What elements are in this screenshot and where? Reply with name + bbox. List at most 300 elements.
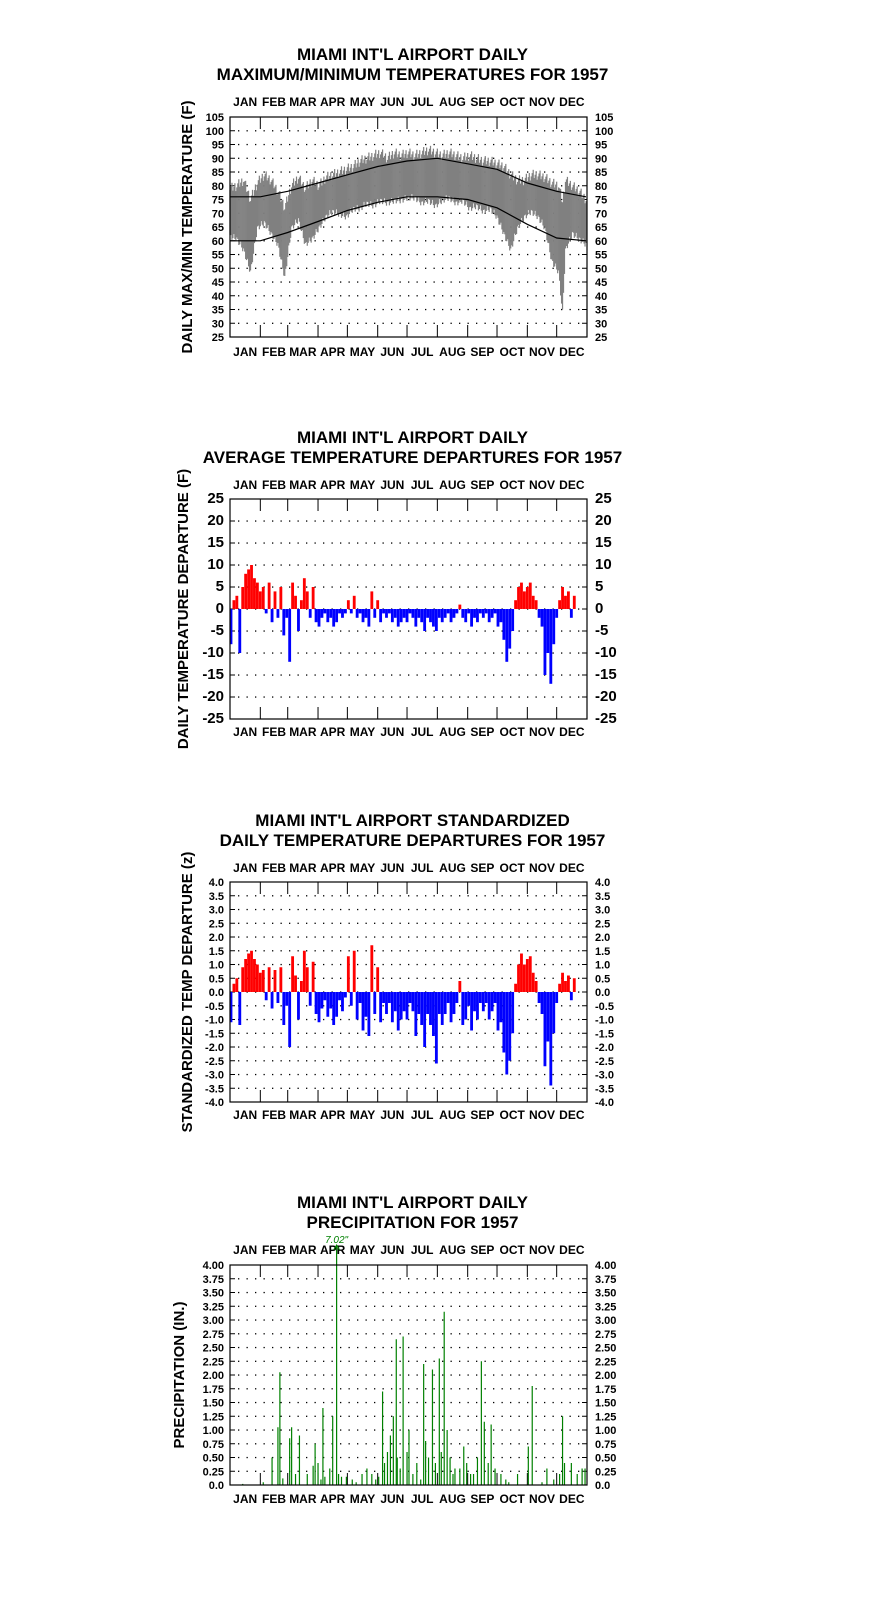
- y-tick-left: 20: [207, 512, 224, 529]
- month-label-top: DEC: [559, 478, 585, 492]
- month-label-top: MAR: [289, 95, 317, 109]
- y-tick-right: 2.75: [595, 1328, 617, 1341]
- departure-bar: [306, 967, 309, 992]
- month-label-bottom: APR: [320, 725, 346, 739]
- departure-bar: [291, 956, 294, 992]
- departure-bar: [406, 609, 409, 622]
- departure-bar: [409, 992, 412, 1003]
- departure-bar: [567, 976, 570, 993]
- departure-bar: [429, 992, 432, 1025]
- month-label-top: APR: [320, 95, 346, 109]
- y-tick-left: 0.75: [202, 1438, 224, 1451]
- y-tick-right: 60: [595, 235, 608, 248]
- y-tick-right: -5: [595, 622, 609, 639]
- departure-bar: [441, 992, 444, 1025]
- departure-bar: [326, 609, 329, 622]
- y-tick-left: 80: [211, 180, 224, 193]
- departure-bar: [470, 609, 473, 627]
- month-label-top: FEB: [262, 95, 287, 109]
- month-label-top: FEB: [262, 861, 287, 875]
- departure-bar: [455, 992, 458, 1003]
- departure-bar: [538, 609, 541, 618]
- month-label-bottom: APR: [320, 1492, 346, 1506]
- departure-bar: [356, 609, 359, 618]
- departure-bar: [417, 609, 420, 618]
- departure-bar: [232, 600, 235, 609]
- month-label-bottom: NOV: [529, 1108, 556, 1122]
- y-tick-left: 1.0: [208, 959, 224, 972]
- departure-bar: [359, 609, 362, 613]
- departure-bar: [268, 967, 271, 992]
- departure-bar: [500, 992, 503, 1022]
- departure-bar: [505, 609, 508, 662]
- departure-bar: [318, 992, 321, 1022]
- y-tick-right: 0.0: [595, 1480, 611, 1492]
- month-label-top: MAY: [349, 478, 376, 492]
- departure-bar: [564, 981, 567, 992]
- y-tick-right: -20: [595, 688, 617, 705]
- departure-bar: [253, 959, 256, 992]
- y-tick-left: 4.0: [208, 877, 224, 889]
- month-label-bottom: MAR: [289, 725, 317, 739]
- month-label-top: APR: [320, 478, 346, 492]
- departure-bar: [288, 992, 291, 1047]
- departure-bar: [570, 992, 573, 1000]
- y-tick-left: 3.75: [202, 1273, 224, 1286]
- departure-bar: [394, 609, 397, 618]
- y-tick-right: 1.25: [595, 1411, 617, 1424]
- y-tick-right: 3.5: [595, 890, 611, 903]
- departure-bar: [544, 609, 547, 675]
- departure-bar: [347, 600, 350, 609]
- departure-bar: [403, 609, 406, 618]
- month-label-top: MAR: [289, 1243, 317, 1257]
- departure-bar: [244, 959, 247, 992]
- y-tick-left: 1.00: [202, 1425, 224, 1437]
- departure-bar: [544, 992, 547, 1066]
- y-tick-right: -1.0: [595, 1014, 614, 1027]
- departure-bar: [323, 992, 326, 1000]
- departure-bar: [564, 596, 567, 609]
- month-label-bottom: SEP: [470, 1108, 495, 1122]
- month-label-bottom: MAY: [349, 725, 376, 739]
- departure-bar: [467, 992, 470, 1006]
- departure-bar: [555, 609, 558, 618]
- departure-bar: [511, 992, 514, 1033]
- departure-bar: [432, 992, 435, 1036]
- departure-bar: [400, 609, 403, 622]
- departure-bar: [485, 992, 488, 1003]
- y-tick-left: -4.0: [205, 1097, 224, 1109]
- departure-bar: [549, 609, 552, 684]
- chart-title-line2: AVERAGE TEMPERATURE DEPARTURES FOR 1957: [202, 448, 623, 467]
- y-tick-right: 2.5: [595, 918, 611, 931]
- month-label-top: JUL: [410, 1243, 434, 1257]
- y-tick-right: -15: [595, 666, 617, 683]
- y-tick-left: 40: [211, 290, 224, 303]
- departure-bar: [385, 992, 388, 1014]
- departure-bar: [300, 600, 303, 609]
- departure-bar: [274, 591, 277, 609]
- month-label-top: JUL: [410, 861, 434, 875]
- y-tick-left: -0.5: [205, 1000, 224, 1013]
- data-marks: [243, 1245, 585, 1485]
- departure-bar: [502, 609, 505, 640]
- month-label-top: SEP: [470, 1243, 495, 1257]
- month-label-top: DEC: [559, 95, 585, 109]
- departure-bar: [238, 992, 241, 1025]
- y-tick-left: 1.75: [202, 1383, 224, 1396]
- y-tick-right: 4.0: [595, 877, 611, 889]
- chart-title-line1: MIAMI INT'L AIRPORT DAILY: [296, 45, 529, 64]
- y-axis-label: STANDARDIZED TEMP DEPARTURE (z): [179, 851, 196, 1133]
- chart-4: [171, 1193, 616, 1506]
- departure-bar: [435, 609, 438, 631]
- month-label-bottom: OCT: [499, 1492, 525, 1506]
- month-label-top: AUG: [439, 478, 466, 492]
- departure-bar: [315, 609, 318, 622]
- departure-bar: [447, 609, 450, 613]
- y-tick-right: 105: [595, 112, 614, 124]
- departure-bar: [256, 583, 259, 609]
- departure-bar: [485, 609, 488, 613]
- y-tick-right: 45: [595, 277, 608, 289]
- y-tick-left: 25: [207, 490, 224, 507]
- y-tick-right: 15: [595, 534, 612, 551]
- month-label-top: OCT: [499, 861, 525, 875]
- departure-bar: [356, 992, 359, 1020]
- month-label-bottom: DEC: [559, 1108, 585, 1122]
- month-label-bottom: AUG: [439, 725, 466, 739]
- departure-bar: [241, 587, 244, 609]
- departure-bar: [318, 609, 321, 627]
- month-label-bottom: NOV: [529, 1492, 556, 1506]
- month-label-top: JUN: [380, 478, 405, 492]
- departure-bar: [549, 992, 552, 1086]
- y-tick-left: 30: [211, 318, 224, 331]
- y-tick-right: 2.00: [595, 1370, 617, 1382]
- departure-bar: [277, 992, 280, 1003]
- departure-bar: [344, 609, 347, 613]
- departure-bar: [529, 583, 532, 609]
- departure-bar: [353, 951, 356, 992]
- departure-bar: [400, 992, 403, 1020]
- y-tick-left: 25: [211, 332, 224, 344]
- month-label-top: DEC: [559, 1243, 585, 1257]
- month-label-bottom: MAY: [349, 345, 376, 359]
- departure-bar: [438, 992, 441, 1014]
- departure-bar: [494, 992, 497, 1003]
- departure-bar: [288, 609, 291, 662]
- y-tick-left: -10: [202, 644, 224, 661]
- month-label-top: DEC: [559, 861, 585, 875]
- departure-bar: [262, 970, 265, 992]
- departure-bar: [411, 992, 414, 1011]
- month-label-bottom: JUL: [410, 345, 434, 359]
- departure-bar: [476, 609, 479, 622]
- departure-bar: [321, 992, 324, 1009]
- departure-bar: [450, 992, 453, 1022]
- departure-bar: [373, 992, 376, 1014]
- month-label-bottom: JUL: [410, 725, 434, 739]
- departure-bar: [262, 587, 265, 609]
- departure-bar: [279, 587, 282, 609]
- departure-bar: [335, 609, 338, 622]
- departure-bar: [558, 600, 561, 609]
- departure-bar: [388, 609, 391, 613]
- month-label-top: JUN: [380, 861, 405, 875]
- y-tick-left: -1.5: [205, 1028, 224, 1041]
- departure-bar: [497, 609, 500, 627]
- y-tick-right: 70: [595, 208, 608, 221]
- y-tick-right: 1.50: [595, 1397, 617, 1410]
- departure-bar: [435, 992, 438, 1064]
- y-tick-left: 95: [211, 139, 224, 152]
- y-tick-left: 105: [205, 112, 224, 124]
- departure-bar: [379, 609, 382, 622]
- departure-bar: [376, 600, 379, 609]
- departure-bar: [235, 978, 238, 992]
- departure-bar: [514, 984, 517, 992]
- data-marks: [230, 565, 576, 684]
- y-tick-left: 100: [205, 125, 224, 138]
- month-label-top: JUN: [380, 1243, 405, 1257]
- departure-bar: [523, 965, 526, 993]
- departure-bar: [259, 591, 262, 609]
- departure-bar: [453, 609, 456, 618]
- departure-bar: [508, 992, 511, 1061]
- month-label-top: NOV: [529, 861, 556, 875]
- y-tick-right: 1.75: [595, 1383, 617, 1396]
- departure-bar: [271, 992, 274, 1009]
- departure-bar: [414, 609, 417, 627]
- y-tick-left: 90: [211, 153, 224, 166]
- y-tick-right: 0.75: [595, 1438, 617, 1451]
- month-label-bottom: OCT: [499, 345, 525, 359]
- chart-title-line1: MIAMI INT'L AIRPORT DAILY: [296, 428, 529, 447]
- departure-bar: [426, 609, 429, 618]
- y-tick-left: 10: [207, 556, 224, 573]
- departure-bar: [376, 967, 379, 992]
- departure-bar: [532, 596, 535, 609]
- departure-bar: [365, 992, 368, 1017]
- month-label-bottom: MAR: [289, 345, 317, 359]
- departure-bar: [520, 954, 523, 993]
- y-tick-left: 5: [215, 578, 224, 595]
- departure-bar: [259, 973, 262, 992]
- departure-bar: [532, 973, 535, 992]
- departure-bar: [359, 992, 362, 1003]
- y-tick-right: 0.50: [595, 1452, 617, 1465]
- y-tick-right: 25: [595, 332, 608, 344]
- departure-bar: [438, 609, 441, 618]
- departure-bar: [429, 609, 432, 622]
- departure-bar: [344, 992, 347, 998]
- y-tick-left: 3.25: [202, 1301, 224, 1314]
- month-label-bottom: OCT: [499, 725, 525, 739]
- departure-bar: [491, 992, 494, 1011]
- month-label-bottom: JUL: [410, 1492, 434, 1506]
- month-label-top: APR: [320, 1243, 346, 1257]
- departure-bar: [406, 992, 409, 1020]
- departure-bar: [367, 992, 370, 1036]
- y-tick-left: 15: [207, 534, 224, 551]
- y-tick-right: 85: [595, 167, 608, 179]
- departure-bar: [538, 992, 541, 1003]
- departure-bar: [385, 609, 388, 618]
- departure-bar: [464, 609, 467, 622]
- departure-bar: [453, 992, 456, 1014]
- departure-bar: [541, 992, 544, 1014]
- y-tick-right: -1.5: [595, 1028, 614, 1041]
- departure-bar: [552, 992, 555, 1033]
- y-tick-right: -10: [595, 644, 617, 661]
- departure-bar: [335, 992, 338, 1017]
- departure-bar: [458, 605, 461, 609]
- y-tick-left: 1.50: [202, 1397, 224, 1410]
- y-tick-right: 1.00: [595, 1425, 617, 1437]
- departure-bar: [309, 992, 312, 1006]
- y-tick-right: 3.50: [595, 1287, 617, 1300]
- y-tick-right: -3.0: [595, 1069, 614, 1082]
- y-tick-left: 0.50: [202, 1452, 224, 1465]
- month-label-bottom: DEC: [559, 345, 585, 359]
- y-tick-right: 2.50: [595, 1342, 617, 1355]
- month-label-top: MAR: [289, 861, 317, 875]
- month-label-top: AUG: [439, 861, 466, 875]
- y-tick-left: 4.00: [202, 1260, 224, 1272]
- departure-bar: [350, 992, 353, 1006]
- departure-bar: [423, 609, 426, 631]
- y-tick-left: 60: [211, 235, 224, 248]
- departure-bar: [282, 992, 285, 1025]
- month-label-bottom: FEB: [262, 725, 287, 739]
- departure-bar: [546, 609, 549, 653]
- departure-bar: [271, 609, 274, 622]
- departure-bar: [315, 992, 318, 1014]
- departure-bar: [332, 992, 335, 1025]
- departure-bar: [300, 981, 303, 992]
- y-tick-left: 3.0: [208, 904, 224, 917]
- departure-bar: [461, 992, 464, 1025]
- chart-2: [175, 428, 622, 749]
- departure-bar: [350, 609, 353, 613]
- y-tick-left: 70: [211, 208, 224, 221]
- month-label-top: JAN: [233, 95, 258, 109]
- month-label-bottom: JUN: [380, 1492, 405, 1506]
- month-label-bottom: JAN: [233, 345, 258, 359]
- y-tick-left: 2.5: [208, 918, 224, 931]
- month-label-top: JAN: [233, 861, 258, 875]
- departure-bar: [256, 965, 259, 993]
- month-label-top: MAR: [289, 478, 317, 492]
- month-label-top: FEB: [262, 1243, 287, 1257]
- departure-bar: [535, 600, 538, 609]
- departure-bar: [573, 978, 576, 992]
- month-label-top: MAY: [349, 1243, 376, 1257]
- departure-bar: [365, 609, 368, 618]
- y-tick-right: 65: [595, 222, 608, 234]
- departure-bar: [479, 609, 482, 613]
- departure-bar: [309, 609, 312, 618]
- y-tick-left: 3.50: [202, 1287, 224, 1300]
- departure-bar: [388, 992, 391, 1003]
- month-label-top: FEB: [262, 478, 287, 492]
- departure-bar: [353, 596, 356, 609]
- month-label-bottom: JAN: [233, 1492, 258, 1506]
- departure-bar: [235, 596, 238, 609]
- month-label-top: OCT: [499, 1243, 525, 1257]
- departure-bar: [555, 992, 558, 1003]
- month-label-top: NOV: [529, 95, 556, 109]
- departure-bar: [420, 992, 423, 1025]
- departure-bar: [294, 976, 297, 993]
- y-tick-right: 1.0: [595, 959, 611, 972]
- month-label-top: OCT: [499, 478, 525, 492]
- departure-bar: [391, 609, 394, 622]
- y-tick-right: 50: [595, 263, 608, 276]
- departure-bar: [488, 992, 491, 1020]
- month-label-top: AUG: [439, 1243, 466, 1257]
- departure-bar: [382, 992, 385, 1003]
- departure-bar: [373, 609, 376, 618]
- y-tick-right: 3.00: [595, 1315, 617, 1327]
- departure-bar: [279, 967, 282, 992]
- departure-bar: [282, 609, 285, 635]
- month-label-bottom: OCT: [499, 1108, 525, 1122]
- y-tick-right: 95: [595, 139, 608, 152]
- departure-bar: [482, 992, 485, 1011]
- departure-bar: [312, 962, 315, 992]
- departure-bar: [476, 992, 479, 1020]
- departure-bar: [312, 587, 315, 609]
- month-label-bottom: MAY: [349, 1108, 376, 1122]
- departure-bar: [541, 609, 544, 627]
- chart-title-line1: MIAMI INT'L AIRPORT STANDARDIZED: [255, 811, 570, 830]
- y-tick-left: 55: [211, 249, 224, 262]
- y-tick-right: -0.5: [595, 1000, 614, 1013]
- departure-bar: [432, 609, 435, 627]
- departure-bar: [303, 951, 306, 992]
- month-label-bottom: DEC: [559, 1492, 585, 1506]
- overflow-annotation: 7.02": [325, 1235, 349, 1246]
- y-tick-right: -25: [595, 710, 617, 727]
- departure-bar: [321, 609, 324, 618]
- departure-bar: [511, 609, 514, 631]
- y-axis-label: PRECIPITATION (IN.): [171, 1301, 188, 1449]
- month-label-bottom: FEB: [262, 1492, 287, 1506]
- departure-bar: [294, 596, 297, 609]
- departure-bar: [306, 591, 309, 609]
- month-label-bottom: FEB: [262, 345, 287, 359]
- month-label-top: MAY: [349, 861, 376, 875]
- departure-bar: [570, 609, 573, 618]
- y-tick-left: -5: [210, 622, 224, 639]
- y-tick-left: -15: [202, 666, 224, 683]
- departure-bar: [444, 992, 447, 1014]
- month-label-top: NOV: [529, 1243, 556, 1257]
- y-tick-left: 45: [211, 277, 224, 289]
- departure-bar: [250, 565, 253, 609]
- y-tick-left: 3.5: [208, 890, 224, 903]
- y-tick-right: 2.0: [595, 932, 611, 944]
- month-label-top: NOV: [529, 478, 556, 492]
- month-label-top: JUL: [410, 478, 434, 492]
- departure-bar: [529, 956, 532, 992]
- data-marks: [230, 945, 576, 1085]
- y-axis-label: DAILY MAX/MIN TEMPERATURE (F): [179, 100, 196, 354]
- departure-bar: [382, 609, 385, 613]
